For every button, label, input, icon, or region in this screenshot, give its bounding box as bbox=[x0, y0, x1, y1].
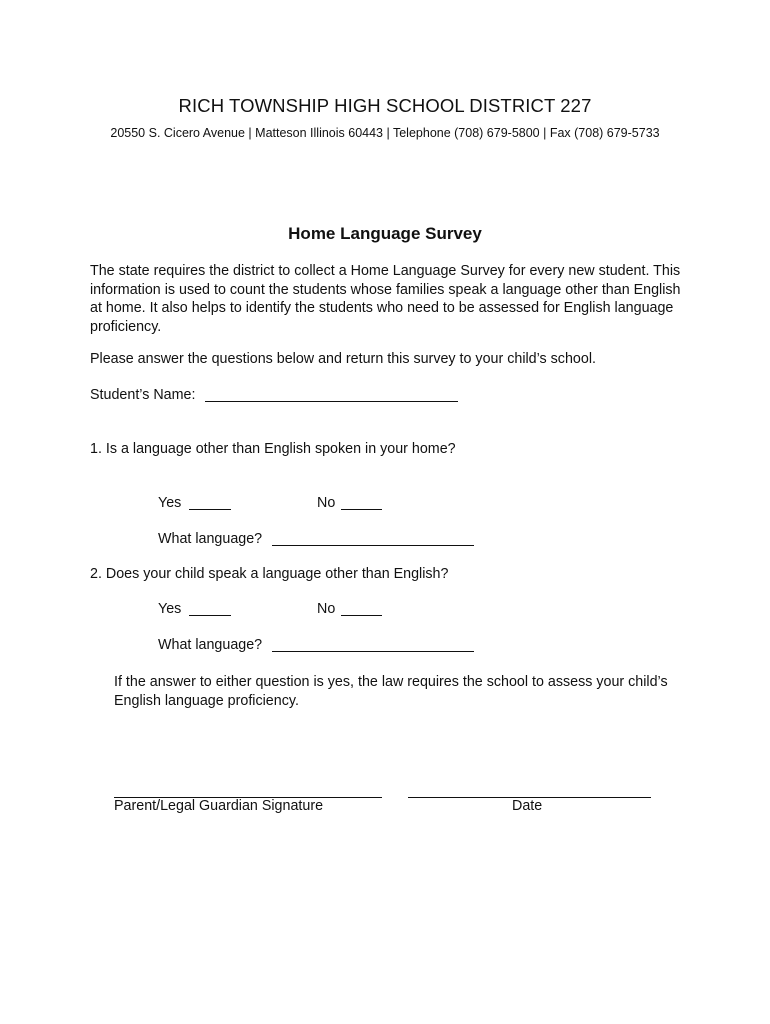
district-name: RICH TOWNSHIP HIGH SCHOOL DISTRICT 227 bbox=[178, 95, 592, 116]
q2-what-language-field[interactable] bbox=[272, 637, 474, 652]
question-1: 1. Is a language other than English spoken in your home? bbox=[90, 441, 456, 457]
q2-no-field[interactable] bbox=[341, 601, 382, 616]
district-address: 20550 S. Cicero Avenue | Matteson Illinois 60443 | Telephone (708) 679-5800 | Fax (708) 679-5733 bbox=[110, 126, 660, 140]
student-name-label: Student’s Name: bbox=[90, 387, 196, 403]
q2-yes-label: Yes bbox=[158, 601, 182, 617]
q1-what-language-label: What language? bbox=[158, 531, 263, 547]
signature-label: Parent/Legal Guardian Signature bbox=[114, 798, 324, 814]
date-label: Date bbox=[512, 798, 543, 814]
q1-what-language-field[interactable] bbox=[272, 531, 474, 546]
q1-no-field[interactable] bbox=[341, 495, 382, 510]
assessment-notice: If the answer to either question is yes, the law requires the school to assess your child’s English language proficiency. bbox=[114, 674, 668, 709]
instructions-paragraph: Please answer the questions below and return this survey to your child’s school. bbox=[90, 351, 596, 367]
q2-what-language-label: What language? bbox=[158, 637, 263, 653]
intro-paragraph: The state requires the district to collect a Home Language Survey for every new student. This information is used to count the students whose families speak a language other than English at home. It also helps to identify the students who need to be assessed for English language proficiency. bbox=[90, 263, 681, 335]
q2-yes-field[interactable] bbox=[189, 601, 231, 616]
question-2: 2. Does your child speak a language other than English? bbox=[90, 566, 449, 582]
q1-yes-field[interactable] bbox=[189, 495, 231, 510]
student-name-field[interactable] bbox=[205, 387, 458, 402]
q1-no-label: No bbox=[317, 495, 336, 511]
q1-yes-label: Yes bbox=[158, 495, 182, 511]
form-title: Home Language Survey bbox=[288, 224, 482, 243]
q2-no-label: No bbox=[317, 601, 336, 617]
